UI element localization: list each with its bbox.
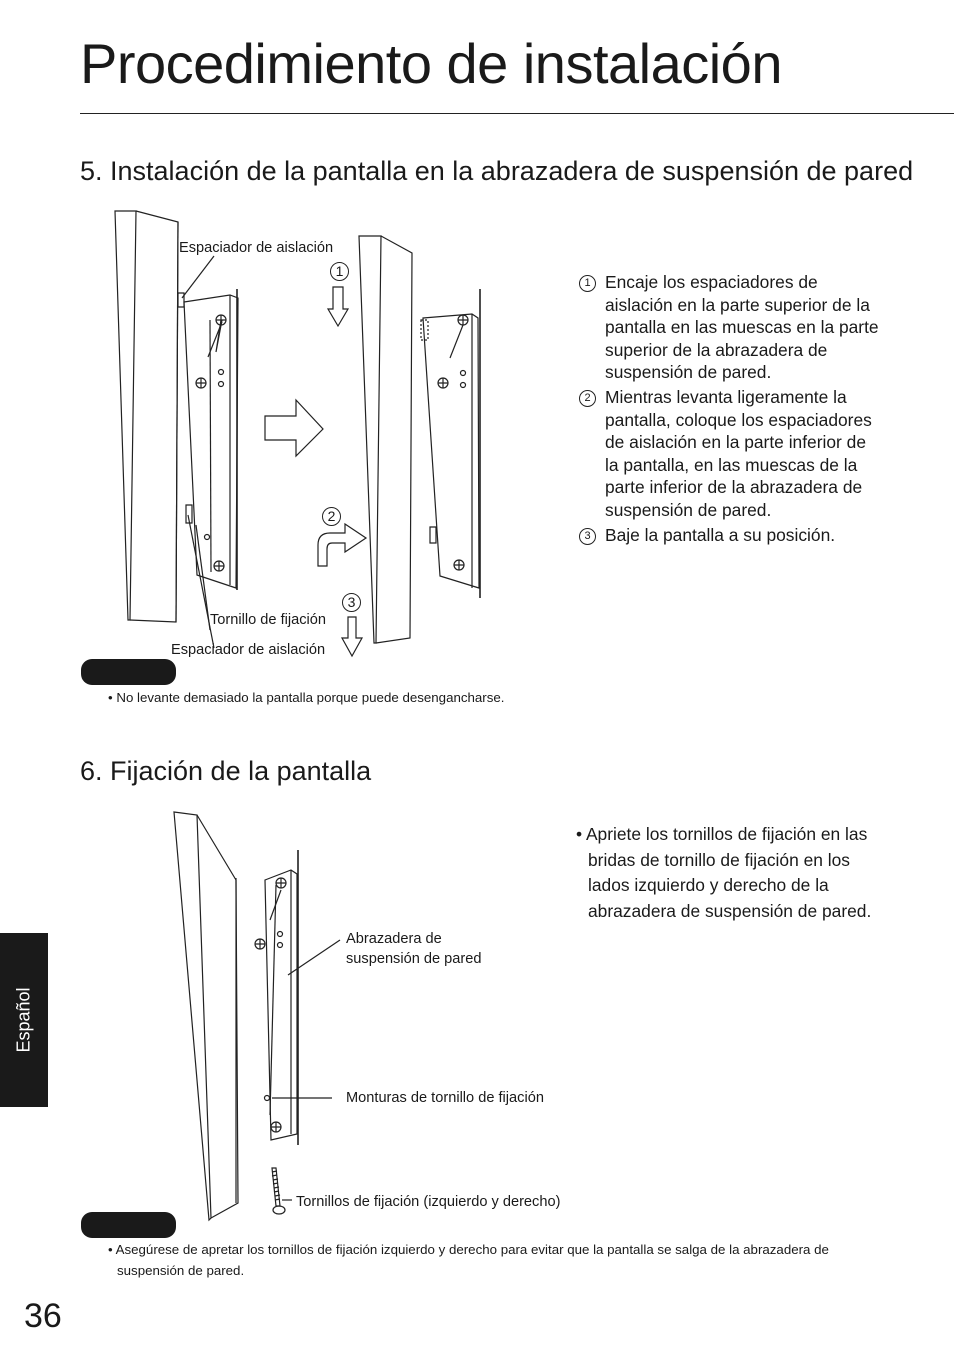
instruction-line: • Apriete los tornillos de fijación en las — [576, 824, 868, 844]
note-2-line-1: • Asegúrese de apretar los tornillos de fijación izquierdo y derecho para evitar que la pantalla se salga de la abrazadera de — [108, 1242, 829, 1257]
language-tab — [0, 933, 48, 1107]
instruction-line: abrazadera de suspensión de pared. — [588, 900, 872, 921]
callout-spacer-top: Espaciador de aislación — [179, 240, 334, 256]
note-1: • No levante demasiado la pantalla porque puede desengancharse. — [108, 690, 505, 705]
section-6-instructions — [576, 822, 936, 924]
figure-marker-1: 1 — [330, 262, 349, 281]
step-line: Encaje los espaciadores de — [605, 272, 818, 292]
note-2-line-2: suspensión de pared. — [117, 1262, 245, 1278]
display-front — [174, 812, 211, 1220]
step-line: aislación en la parte superior de la — [605, 294, 870, 315]
section-6-title: 6. Fijación de la pantalla — [80, 756, 372, 786]
fixing-screw — [272, 1168, 285, 1214]
callout-bracket-line-1: Abrazadera de — [346, 931, 442, 947]
step-number: 3 — [579, 528, 596, 545]
step-line: pantalla en las muescas en la parte — [605, 317, 879, 338]
callout-screw: Tornillo de fijación — [210, 612, 327, 628]
callout-mounts: Monturas de tornillo de fijación — [346, 1090, 544, 1106]
language-tab-label: Español — [13, 987, 34, 1053]
instruction-line: lados izquierdo y derecho de la — [588, 875, 829, 896]
figure-marker-3: 3 — [342, 593, 361, 612]
step-line: Baje la pantalla a su posición. — [605, 524, 836, 545]
instruction-line: bridas de tornillo de fijación en los — [588, 849, 850, 870]
step-line: de aislación en la parte inferior de — [605, 432, 867, 453]
page-number: 36 — [24, 1297, 62, 1335]
step-line: superior de la abrazadera de — [605, 339, 828, 360]
step-line: suspensión de pared. — [605, 499, 772, 520]
step-number: 1 — [579, 275, 596, 292]
step-line: suspensión de pared. — [605, 362, 772, 383]
section-5-title: 5. Instalación de la pantalla en la abrazadera de suspensión de pared — [80, 156, 914, 186]
step-line: Mientras levanta ligeramente la — [605, 386, 847, 407]
figure-marker-2: 2 — [322, 507, 341, 526]
callout-bracket — [346, 930, 482, 969]
note-2 — [108, 1240, 928, 1281]
callout-bracket-line-2: suspensión de pared — [346, 950, 482, 967]
page-title: Procedimiento de instalación — [80, 32, 782, 95]
step-line: pantalla, coloque los espaciadores — [605, 409, 872, 430]
step-line: parte inferior de la abrazadera de — [605, 477, 863, 498]
note-badge-2 — [81, 1212, 176, 1238]
step-line: la pantalla, en las muescas de la — [605, 454, 858, 475]
callout-screws: Tornillos de fijación (izquierdo y derecho) — [296, 1194, 561, 1210]
callout-spacer-bottom: Espaciador de aislación — [171, 642, 326, 658]
step-number: 2 — [579, 390, 596, 407]
